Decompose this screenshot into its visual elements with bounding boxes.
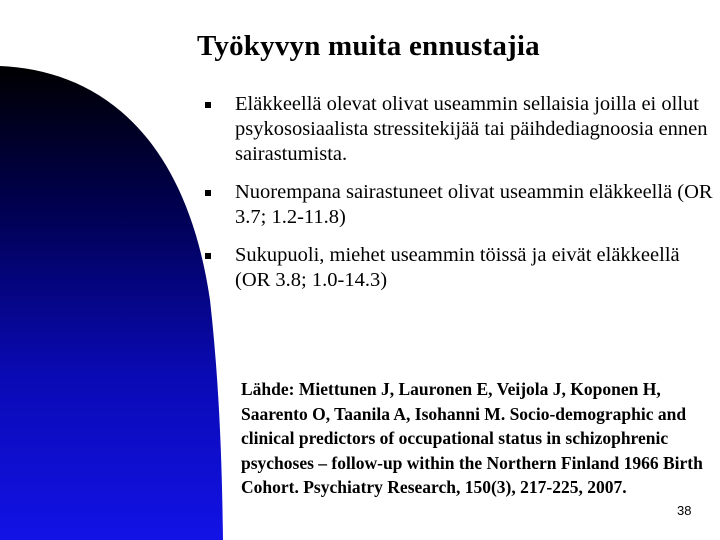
bullet-list — [204, 92, 714, 306]
bullet-text: Nuorempana sairastuneet olivat useammin eläkkeellä (OR 3.7; 1.2-11.8) — [235, 181, 713, 228]
bullet-item — [204, 180, 714, 230]
source-citation: Lähde: Miettunen J, Lauronen E, Veijola J, Koponen H, Saarento O, Taanila A, Isohanni M. Socio-demographic and clinical predictors of occupational status in schizophrenic psychoses – follow-up within the Northern Finland 1966 Birth Cohort. Psychiatry Research, 150(3), 217-225, 2007. — [241, 379, 703, 497]
bullet-text: Eläkkeellä olevat olivat useammin sellaisia joilla ei ollut psykososiaalista stressitekijää tai päihdediagnoosia ennen sairastumista. — [235, 93, 708, 165]
square-bullet-icon — [205, 190, 211, 196]
bullet-item — [204, 243, 714, 293]
bullet-item — [204, 92, 714, 167]
square-bullet-icon — [205, 253, 211, 259]
square-bullet-icon — [205, 102, 211, 108]
page-number: 38 — [677, 503, 692, 518]
bullet-text: Sukupuoli, miehet useammin töissä ja eivät eläkkeellä (OR 3.8; 1.0-14.3) — [235, 244, 680, 291]
slide-title: Työkyvyn muita ennustajia — [197, 30, 540, 62]
